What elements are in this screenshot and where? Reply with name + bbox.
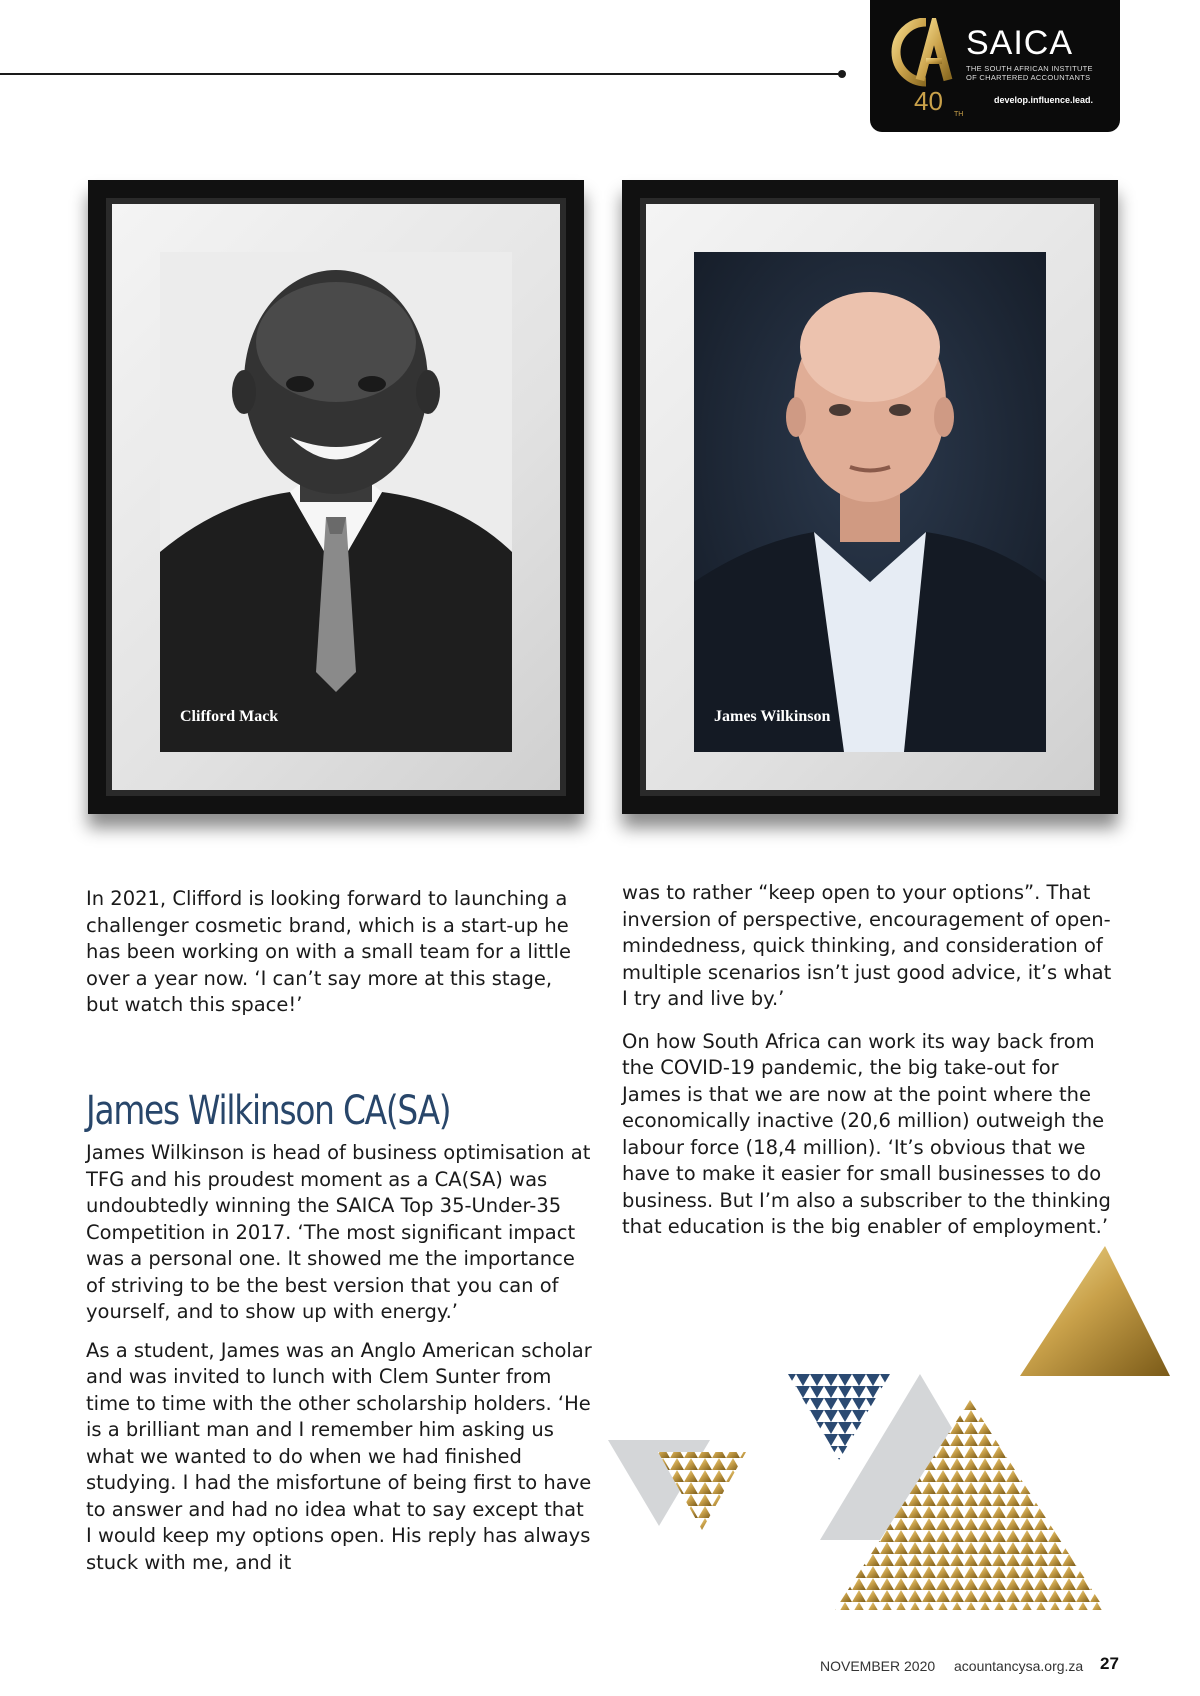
page-number: 27 — [1100, 1654, 1119, 1673]
person-portrait-icon — [694, 252, 1046, 752]
right-column — [622, 880, 1122, 1253]
logo-anniversary-suffix: TH — [954, 111, 964, 118]
photo-caption: James Wilkinson — [714, 708, 831, 725]
person-portrait-icon — [160, 252, 512, 752]
footer-site: acountancysa.org.za — [954, 1658, 1084, 1674]
photo-frame-james — [622, 180, 1118, 814]
portrait-james-wilkinson — [694, 252, 1046, 752]
photo-caption: Clifford Mack — [180, 708, 279, 725]
body-paragraph-2: As a student, James was an Anglo American scholar and was invited to lunch with Clem Sunter from time to time with the other scholarship holders. ‘He is a brilliant man and I remember him asking us what we wanted to do when we had finished studying. I had the misfortune of being first to have to answer and had no idea what to say except that I would keep my options open. His reply has always stuck with me, and it — [86, 1338, 592, 1574]
photo-frame-clifford — [88, 180, 584, 814]
header-rule — [0, 73, 842, 75]
navy-triangle-icon — [788, 1374, 890, 1460]
intro-paragraph: In 2021, Clifford is looking forward to launching a challenger cosmetic brand, which is a start-up he has been working on with a small team for a little over a year now. ‘I can’t say more at this stage, but watch this space!’ — [86, 887, 571, 1016]
saica-logo — [870, 0, 1120, 132]
logo-tagline: develop.influence.lead. — [994, 95, 1094, 105]
body-paragraph-1: James Wilkinson is head of business optimisation at TFG and his proudest moment as a CA(SA) was undoubtedly winning the SAICA Top 35-Under-35 Competition in 2017. ‘The most significant impact was a personal one. It showed me the importance of striving to be the best version that you can of yourself, and to show up with energy.’ — [86, 1141, 591, 1323]
header-rule-dot — [838, 70, 846, 78]
gold-triangle-icon — [1020, 1246, 1170, 1376]
section-heading: James Wilkinson CA(SA) — [86, 1088, 451, 1134]
logo-anniversary: 40 — [914, 86, 943, 116]
decorative-triangles — [600, 1230, 1180, 1620]
footer-date: NOVEMBER 2020 — [820, 1658, 936, 1674]
logo-name: SAICA — [966, 24, 1074, 62]
right-paragraph-1: was to rather “keep open to your options”. That inversion of perspective, encouragement of open-mindedness, quick thinking, and consideration of multiple scenarios isn’t just good advice, it’s what I try and live by.’ — [622, 881, 1112, 1010]
right-paragraph-2: On how South Africa can work its way back from the COVID-19 pandemic, the big take-out for James is that we are now at the point where the economically inactive (20,6 million) outweigh the labour force (18,4 million). ‘It’s obvious that we have to make it easier for small businesses to do business. But I’m also a subscriber to the thinking that education is the big enabler of employment.’ — [622, 1029, 1111, 1238]
portrait-clifford-mack — [160, 252, 512, 752]
left-column — [86, 886, 586, 1031]
left-column-body — [86, 1140, 592, 1588]
logo-subtitle: THE SOUTH AFRICAN INSTITUTE OF CHARTERED ACCOUNTANTS — [966, 64, 1093, 82]
